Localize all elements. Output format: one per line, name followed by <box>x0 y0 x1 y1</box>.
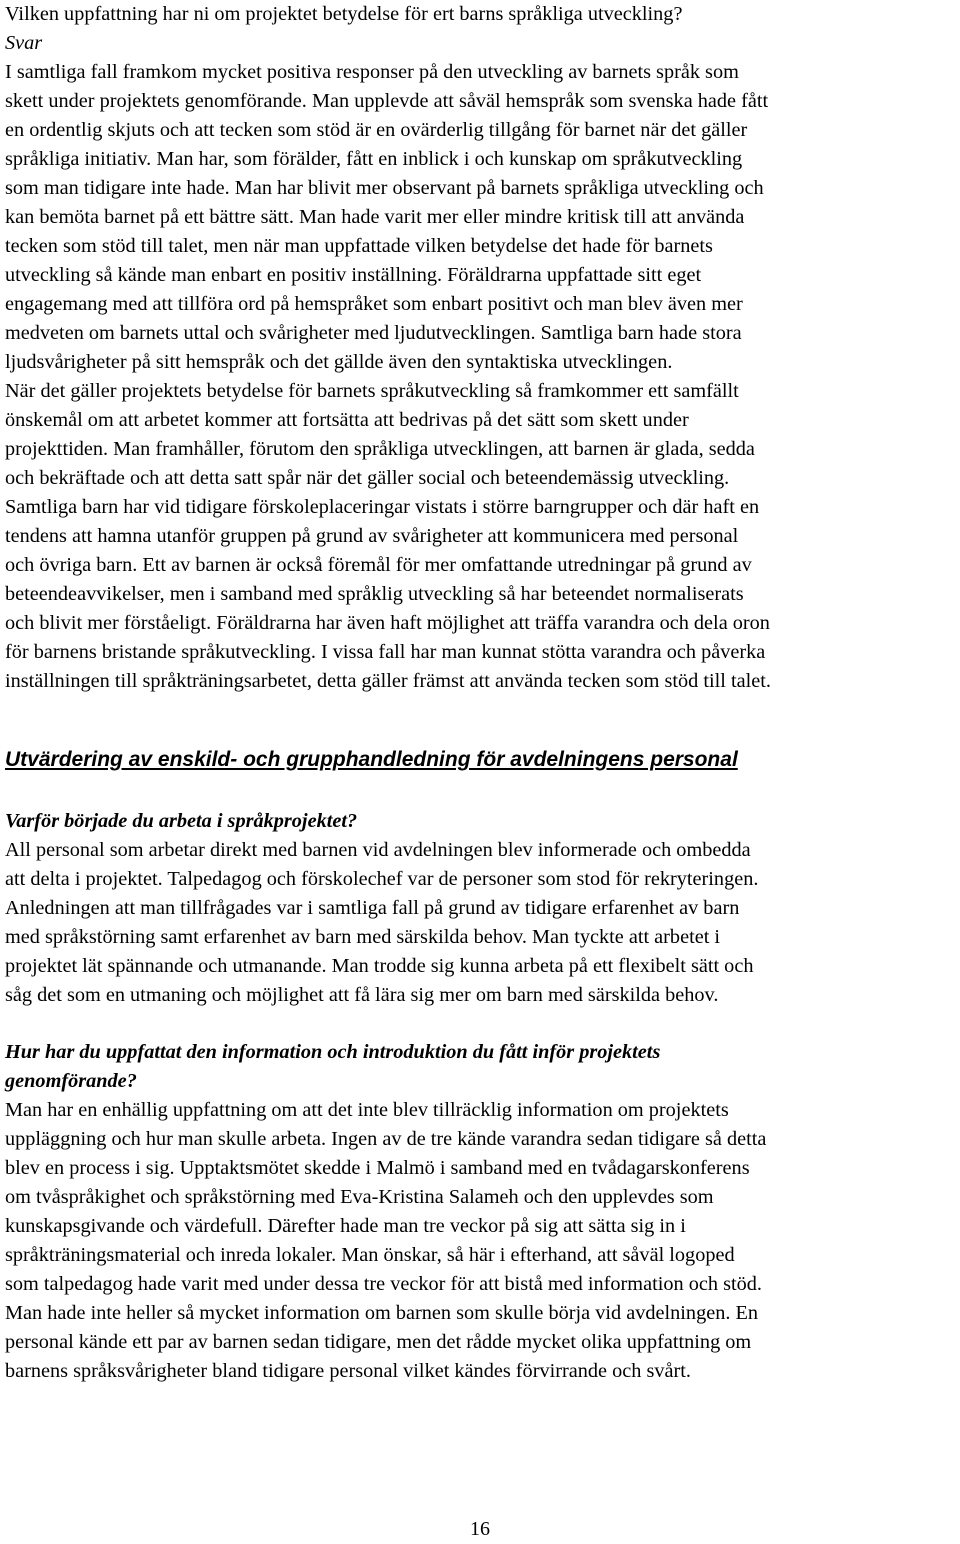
answer-line: språkliga initiativ. Man har, som förälder, fått en inblick i och kunskap om språkutveckling <box>5 148 743 170</box>
answer-line: uppläggning och hur man skulle arbeta. Ingen av de tre kände varandra sedan tidigare så detta <box>5 1128 767 1150</box>
answer-line: blev en process i sig. Upptaktsmötet skedde i Malmö i samband med en tvådagarskonferens <box>5 1157 750 1179</box>
answer-line: skett under projektets genomförande. Man upplevde att såväl hemspråk som svenska hade fått <box>5 90 769 112</box>
answer-line: som man tidigare inte hade. Man har blivit mer observant på barnets språkliga utveckling och <box>5 177 764 199</box>
answer-line: ljudsvårigheter på sitt hemspråk och det gällde även den syntaktiska utvecklingen. <box>5 351 673 373</box>
question-heading: Hur har du uppfattat den information och introduktion du fått inför projektets <box>5 1041 661 1063</box>
question-heading: genomförande? <box>5 1070 137 1092</box>
answer-line: Samtliga barn har vid tidigare förskoleplaceringar vistats i större barngrupper och där haft en <box>5 496 760 518</box>
answer-line: önskemål om att arbetet kommer att fortsätta att bedrivas på det sätt som skett under <box>5 409 689 431</box>
answer-line: utveckling så kände man enbart en positiv inställning. Föräldrarna uppfattade sitt eget <box>5 264 702 286</box>
answer-line: som talpedagog hade varit med under dessa tre veckor för att bistå med information och stöd. <box>5 1273 762 1295</box>
answer-line: om tvåspråkighet och språkstörning med Eva-Kristina Salameh och den upplevdes som <box>5 1186 714 1208</box>
answer-line: kan bemöta barnet på ett bättre sätt. Man hade varit mer eller mindre kritisk till att använda <box>5 206 745 228</box>
answer-line: och blivit mer förståeligt. Föräldrarna har även haft möjlighet att träffa varandra och dela oron <box>5 612 770 634</box>
answer-line: såg det som en utmaning och möjlighet att få lära sig mer om barn med särskilda behov. <box>5 984 719 1006</box>
answer-line: kunskapsgivande och värdefull. Därefter hade man tre veckor på sig att sätta sig in i <box>5 1215 686 1237</box>
answer-label: Svar <box>5 32 43 54</box>
answer-line: I samtliga fall framkom mycket positiva responser på den utveckling av barnets språk som <box>5 61 739 83</box>
answer-line: Man hade inte heller så mycket information om barnen som skulle börja vid avdelningen. En <box>5 1302 759 1324</box>
answer-line: När det gäller projektets betydelse för barnets språkutveckling så framkommer ett samfällt <box>5 380 739 402</box>
answer-line: tecken som stöd till talet, men när man uppfattade vilken betydelse det hade för barnets <box>5 235 713 257</box>
section-heading: Utvärdering av enskild- och grupphandledning för avdelningens personal <box>5 748 738 771</box>
answer-line: beteendeavvikelser, men i samband med språklig utveckling så har beteendet normaliserats <box>5 583 744 605</box>
answer-line: All personal som arbetar direkt med barnen vid avdelningen blev informerade och ombedda <box>5 839 751 861</box>
answer-line: att delta i projektet. Talpedagog och förskolechef var de personer som stod för rekryteringen. <box>5 868 759 890</box>
question-text: Vilken uppfattning har ni om projektet betydelse för ert barns språkliga utveckling? <box>5 3 683 25</box>
answer-line: Anledningen att man tillfrågades var i samtliga fall på grund av tidigare erfarenhet av barn <box>5 897 740 919</box>
answer-paragraph <box>5 836 957 1010</box>
spacer <box>5 1010 957 1038</box>
answer-line: språkträningsmaterial och inreda lokaler. Man önskar, så här i efterhand, att såväl logoped <box>5 1244 735 1266</box>
answer-line: barnens språksvårigheter bland tidigare personal vilket kändes förvirrande och svårt. <box>5 1360 691 1382</box>
answer-paragraph <box>5 58 957 696</box>
answer-paragraph <box>5 1096 957 1386</box>
spacer <box>5 696 957 745</box>
answer-line: Man har en enhällig uppfattning om att det inte blev tillräcklig information om projektets <box>5 1099 729 1121</box>
page-number: 16 <box>470 1518 490 1540</box>
answer-line: projektet lät spännande och utmanande. Man trodde sig kunna arbeta på ett flexibelt sätt och <box>5 955 754 977</box>
answer-line: en ordentlig skjuts och att tecken som stöd är en ovärderlig tillgång för barnet när det gäller <box>5 119 748 141</box>
answer-line: och bekräftade och att detta satt spår när det gäller social och beteendemässig utveckling. <box>5 467 730 489</box>
answer-line: inställningen till språkträningsarbetet, detta gäller främst att använda tecken som stöd till talet. <box>5 670 771 692</box>
answer-line: medveten om barnets uttal och svårigheter med ljudutvecklingen. Samtliga barn hade stora <box>5 322 742 344</box>
answer-line: personal kände ett par av barnen sedan tidigare, men det rådde mycket olika uppfattning om <box>5 1331 752 1353</box>
answer-line: projekttiden. Man framhåller, förutom den språkliga utvecklingen, att barnen är glada, sedda <box>5 438 755 460</box>
answer-line: med språkstörning samt erfarenhet av barn med särskilda behov. Man tyckte att arbetet i <box>5 926 721 948</box>
question-heading: Varför började du arbeta i språkprojektet? <box>5 810 358 832</box>
answer-line: för barnens bristande språkutveckling. I vissa fall har man kunnat stötta varandra och påverka <box>5 641 766 663</box>
answer-line: tendens att hamna utanför gruppen på grund av svårigheter att kommunicera med personal <box>5 525 739 547</box>
answer-line: engagemang med att tillföra ord på hemspråket som enbart positivt och man blev även mer <box>5 293 743 315</box>
answer-line: och övriga barn. Ett av barnen är också föremål för mer omfattande utredningar på grund av <box>5 554 752 576</box>
document-page <box>5 0 957 1386</box>
spacer <box>5 774 957 807</box>
